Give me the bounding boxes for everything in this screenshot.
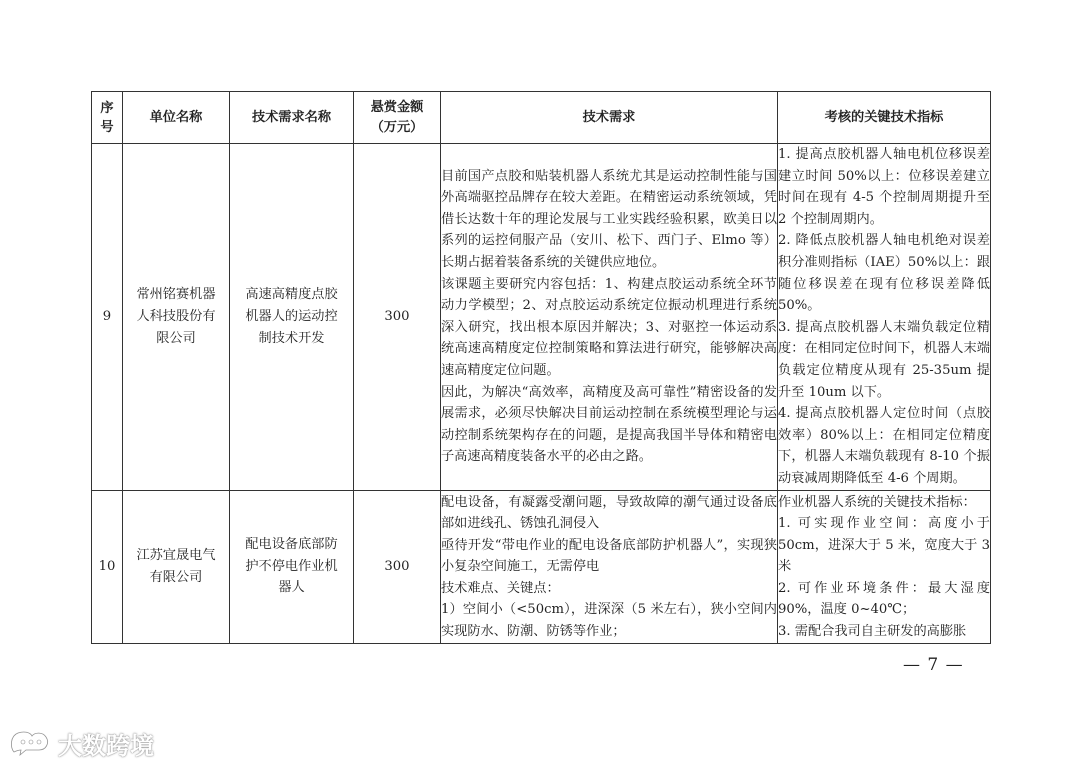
indicator-item: 1. 可实现作业空间：高度小于 50cm，进深大于 5 米，宽度大于 3 米 [778,516,990,575]
row-req-name: 配电设备底部防护不停电作业机器人 [230,490,354,643]
header-req-name: 技术需求名称 [230,92,354,144]
header-tech-demand: 技术需求 [441,92,778,144]
header-key-indicators: 考核的关键技术指标 [778,92,991,144]
header-reward: 悬赏金额 （万元） [354,92,441,144]
row-reward: 300 [354,490,441,643]
table-row [92,490,991,643]
row-req-name: 高速高精度点胶机器人的运动控制技术开发 [230,144,354,491]
demand-paragraph: 配电设备，有凝露受潮问题，导致故障的潮气通过设备底部如进线孔、锈蚀孔洞侵入 [441,494,777,532]
indicator-item: 1. 提高点胶机器人轴电机位移误差建立时间 50%以上：位移误差建立时间在现有 4-5 个控制周期提升至 2 个控制周期内。 [778,147,990,227]
row-reward: 300 [354,144,441,491]
page-number: — 7 — [903,655,964,675]
indicator-item: 3. 提高点胶机器人末端负载定位精度：在相同定位时间下，机器人末端负载定位精度从现有 25-35um 提升至 10um 以下。 [778,319,990,400]
indicator-item: 4. 提高点胶机器人定位时间（点胶效率）80%以上：在相同定位精度下，机器人末端负载现有 8-10 个振动衰减周期降低至 4-6 个周期。 [778,406,990,486]
row-tech-demand [441,144,778,491]
demand-paragraph: 该课题主要研究内容包括：1、构建点胶运动系统全环节动力学模型；2、对点胶运动系统定位振动机理进行系统深入研究，找出根本原因并解决；3、对驱控一体运动系统高速高精度定位控制策略和算法进行研究，能够解决高速高精度定位问题。 [441,276,777,378]
watermark [8,727,154,759]
row-unit-name: 常州铭赛机器人科技股份有限公司 [123,144,230,491]
tech-demand-table [91,91,991,644]
demand-paragraph: 因此，为解决“高效率，高精度及高可靠性”精密设备的发展需求，必须尽快解决目前运动控制在系统模型理论与运动控制系统架构存在的问题，是提高我国半导体和精密电子高速高精度装备水平的必由之路。 [441,384,777,465]
row-seq: 9 [92,144,123,491]
indicator-item: 2. 可作业环境条件：最大湿度 90%，温度 0~40℃； [778,580,990,618]
chat-bubble-icon [8,728,52,758]
header-unit-name: 单位名称 [123,92,230,144]
demand-paragraph: 技术难点、关键点： [441,580,560,596]
row-key-indicators [778,490,991,643]
row-key-indicators [778,144,991,491]
indicator-item: 2. 降低点胶机器人轴电机绝对误差积分准则指标（IAE）50%以上：跟随位移误差在现有位移误差降低 50%。 [778,233,990,314]
row-tech-demand [441,490,778,643]
watermark-text: 大数跨境 [58,731,154,760]
table-header-row [92,92,991,144]
demand-paragraph: 亟待开发“带电作业的配电设备底部防护机器人”，实现狭小复杂空间施工，无需停电 [441,537,777,575]
table-row [92,144,991,491]
row-unit-name: 江苏宜晟电气有限公司 [123,490,230,643]
indicator-item: 作业机器人系统的关键技术指标： [778,494,976,510]
row-seq: 10 [92,490,123,643]
demand-paragraph: 1）空间小（<50cm），进深深（5 米左右），狭小空间内实现防水、防潮、防锈等作业； [441,602,777,640]
demand-paragraph: 目前国产点胶和贴装机器人系统尤其是运动控制性能与国外高端驱控品牌存在较大差距。在精密运动系统领域，凭借长达数十年的理论发展与工业实践经验积累，欧美日以系列的运控伺服产品（安川、松下、西门子、Elmo 等）长期占据着装备系统的关键供应地位。 [441,168,777,270]
indicator-item: 3. 需配合我司自主研发的高膨胀 [778,624,967,640]
header-seq: 序 号 [92,92,123,144]
